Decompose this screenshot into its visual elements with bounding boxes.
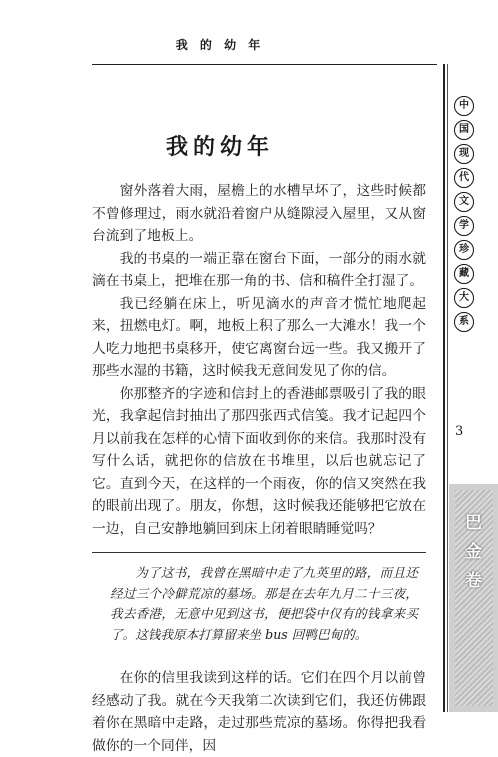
series-char: 系 (454, 312, 474, 332)
paragraph: 你那整齐的字迹和信封上的香港邮票吸引了我的眼光，我拿起信封抽出了那四张西式信笺。我才记起四个月以前我在怎样的心情下面收到你的来信。我那时没有写什么话，就把你的信放在书堆里，以后也就忘记了它。直到今天，在这样的一个雨夜，你的信又突然在我的眼前出现了。朋友，你想，这时候我还能够把它放在一边，自己安静地躺回到床上闭着眼睛睡觉吗？ (92, 385, 426, 537)
series-char: 国 (454, 120, 474, 140)
volume-tab (449, 484, 498, 712)
paragraph: 我的书桌的一端正靠在窗台下面，一部分的雨水就滴在书桌上，把堆在那一角的书、信和稿件全打湿了。 (92, 250, 426, 289)
paragraph: 在你的信里我读到这样的话。它们在四个月以前曾经感动了我。就在今天我第二次读到它们，我还仿佛跟着你在黑暗中走路，走过那些荒凉的墓场。你得把我看做你的一个同伴，因 (92, 670, 426, 754)
volume-label (449, 508, 498, 591)
paragraph: 我已经躺在床上，听见滴水的声音才慌忙地爬起来，扭燃电灯。啊，地板上积了那么一大滩水！我一个人吃力地把书桌移开，使它离窗台远一些。我又搬开了那些水湿的书籍，这时候我无意间发见了你的信。 (92, 295, 426, 379)
volume-char: 金 (465, 542, 482, 562)
essay-title: 我的幼年 (165, 134, 274, 160)
running-head: 我 的 幼 年 (175, 38, 265, 52)
volume-char: 卷 (465, 571, 482, 591)
series-title-vertical (451, 96, 477, 332)
paragraph: 窗外落着大雨，屋檐上的水槽早坏了，这些时候都不曾修理过，雨水就沿着窗户从缝隙浸入屋里，又从窗台流到了地板上。 (92, 183, 426, 244)
series-char: 珍 (454, 240, 474, 260)
sidebar-rule (443, 64, 445, 712)
sidebar-rule-inner (447, 64, 448, 712)
essay-body (92, 180, 426, 757)
series-char: 学 (454, 216, 474, 236)
series-char: 中 (454, 96, 474, 116)
series-char: 大 (454, 288, 474, 308)
page-number: 3 (455, 424, 464, 439)
volume-char: 巴 (465, 513, 482, 533)
header-rule (92, 64, 437, 65)
series-char: 代 (454, 168, 474, 188)
series-char: 现 (454, 144, 474, 164)
series-char: 藏 (454, 264, 474, 284)
block-quote: 为了这书，我曾在黑暗中走了九英里的路，而且还经过三个冷僻荒凉的墓场。那是在去年九月二十三夜，我去香港，无意中见到这书，便把袋中仅有的钱拿来买了。这钱我原本打算留来坐 bus 回鸭巴甸的。 (92, 552, 426, 655)
series-char: 文 (454, 192, 474, 212)
